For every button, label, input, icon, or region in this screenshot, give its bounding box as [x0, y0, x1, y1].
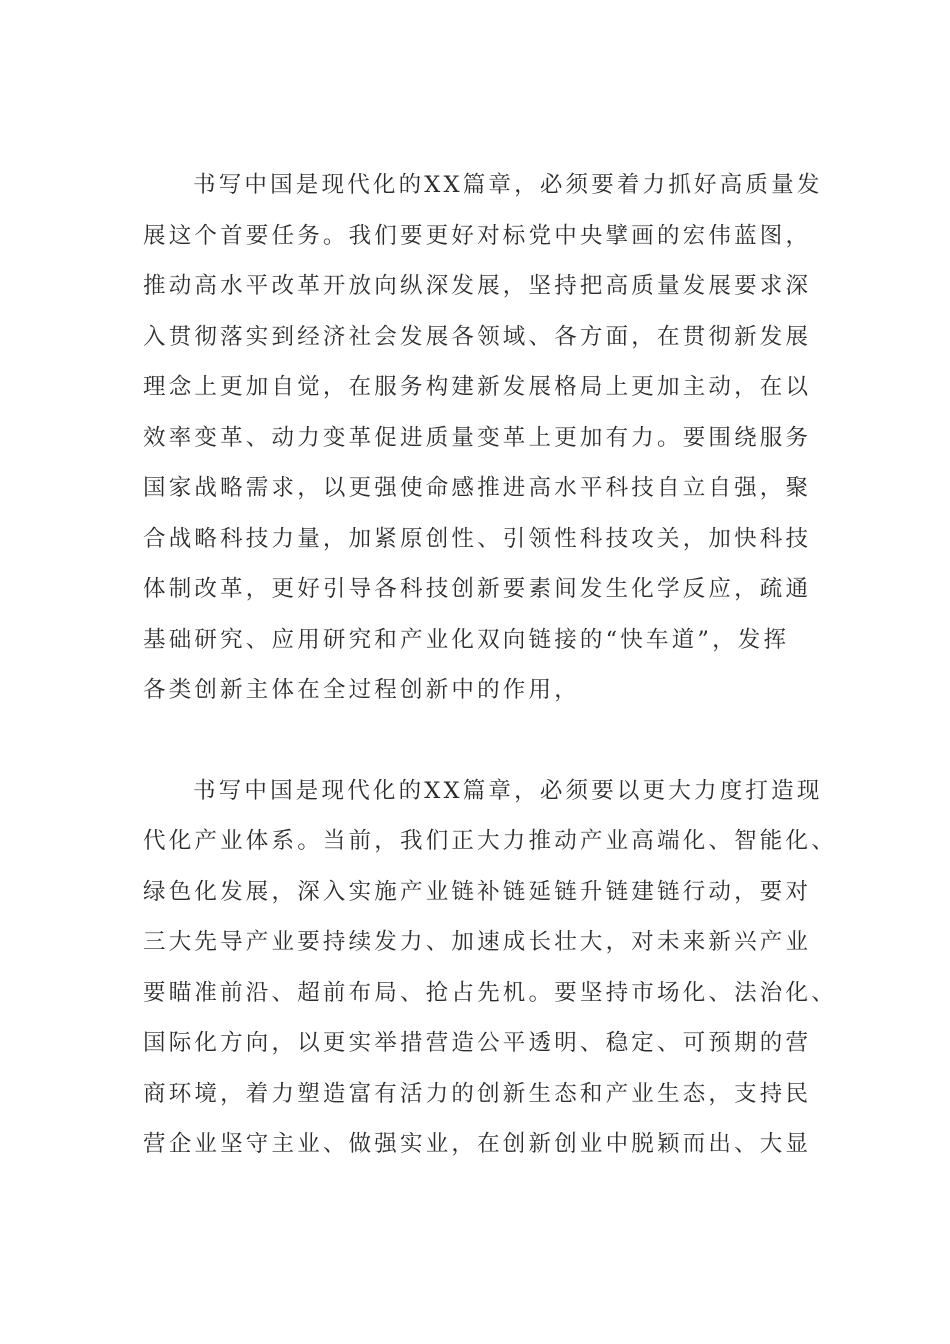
text-line: 国家战略需求，以更强使命感推进高水平科技自立自强，聚 [143, 475, 812, 501]
text-line: 要瞄准前沿、超前布局、抢占先机。要坚持市场化、法治化、 [143, 979, 837, 1006]
text-line: 书写中国是现代化的XX篇章，必须要着力抓好高质量发 [193, 172, 823, 198]
text-line: 入贯彻落实到经济社会发展各领域、各方面，在贯彻新发展 [143, 323, 812, 350]
text-line: 国际化方向，以更实举措营造公平透明、稳定、可预期的营 [143, 1030, 812, 1056]
text-line: 理念上更加自觉，在服务构建新发展格局上更加主动，在以 [143, 374, 812, 400]
paragraph-1 [143, 160, 823, 716]
text-line: 三大先导产业要持续发力、加速成长壮大，对未来新兴产业 [143, 929, 812, 955]
text-line: 书写中国是现代化的XX篇章，必须要以更大力度打造现 [193, 777, 823, 804]
paragraph-2 [143, 766, 837, 1170]
text-line: 基础研究、应用研究和产业化双向链接的“快车道”，发挥 [143, 626, 790, 653]
text-line: 绿色化发展，深入实施产业链补链延链升链建链行动，要对 [143, 878, 812, 905]
text-line: 代化产业体系。当前，我们正大力推动产业高端化、智能化、 [143, 828, 837, 854]
text-line: 商环境，着力塑造富有活力的创新生态和产业生态，支持民 [143, 1080, 812, 1107]
text-line: 各类创新主体在全过程创新中的作用， [143, 677, 580, 703]
text-line: 营企业坚守主业、做强实业，在创新创业中脱颖而出、大显 [143, 1131, 812, 1157]
text-line: 效率变革、动力变革促进质量变革上更加有力。要围绕服务 [143, 424, 812, 451]
text-line: 合战略科技力量，加紧原创性、引领性科技攻关，加快科技 [143, 525, 812, 552]
document-body [143, 160, 837, 1170]
text-line: 展这个首要任务。我们要更好对标党中央擘画的宏伟蓝图， [143, 222, 812, 249]
paragraph-spacer [143, 716, 803, 766]
text-line: 推动高水平改革开放向纵深发展，坚持把高质量发展要求深 [143, 273, 812, 299]
text-line: 体制改革，更好引导各科技创新要素间发生化学反应，疏通 [143, 576, 812, 602]
